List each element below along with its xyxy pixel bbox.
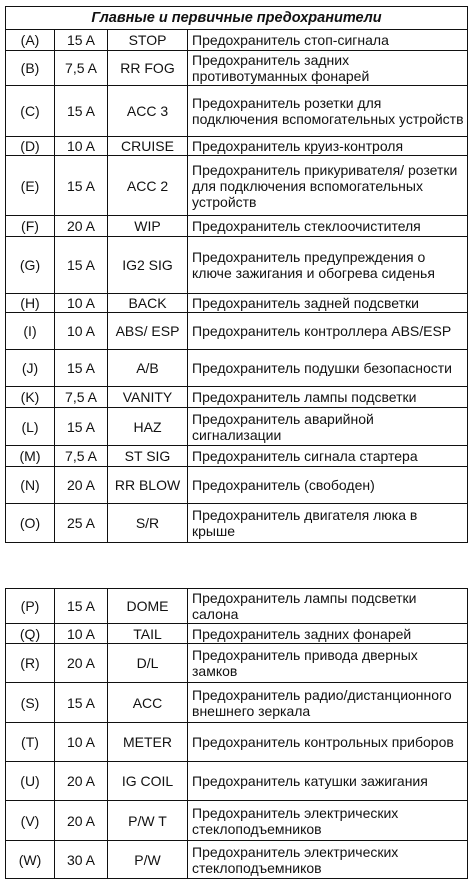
fuse-amperage: 7,5 A [55, 387, 108, 408]
fuse-amperage: 10 A [55, 624, 108, 644]
fuse-code: (U) [6, 762, 55, 801]
table-row [6, 841, 468, 879]
table-row [6, 408, 468, 446]
fuse-amperage: 15 A [55, 683, 108, 723]
fuse-name: ABS/ ESP [108, 313, 188, 350]
fuse-description: Предохранитель лампы подсветки салона [188, 589, 468, 624]
fuse-description: Предохранитель радио/дистанционного внешнего зеркала [188, 683, 468, 723]
fuse-name: METER [108, 723, 188, 762]
fuse-name: IG COIL [108, 762, 188, 801]
fuse-description: Предохранитель стеклоочистителя [188, 216, 468, 237]
fuse-amperage: 7,5 A [55, 51, 108, 86]
fuse-amperage: 10 A [55, 137, 108, 156]
fuse-description: Предохранитель контроллера ABS/ESP [188, 313, 468, 350]
fuse-description: Предохранитель привода дверных замков [188, 644, 468, 683]
table-row [6, 86, 468, 137]
table-row [6, 624, 468, 644]
table-row [6, 137, 468, 156]
fuse-description: Предохранитель подушки безопасности [188, 350, 468, 387]
table-row [6, 294, 468, 313]
fuse-name: VANITY [108, 387, 188, 408]
table-row [6, 387, 468, 408]
fuse-code: (P) [6, 589, 55, 624]
fuse-code: (D) [6, 137, 55, 156]
fuse-amperage: 20 A [55, 644, 108, 683]
fuse-name: IG2 SIG [108, 237, 188, 294]
fuse-amperage: 20 A [55, 762, 108, 801]
fuse-description: Предохранитель предупреждения о ключе зажигания и обогрева сиденья [188, 237, 468, 294]
fuse-description: Предохранитель (свободен) [188, 467, 468, 504]
main-fuse-table [5, 6, 468, 543]
fuse-description: Предохранитель задней подсветки [188, 294, 468, 313]
fuse-name: D/L [108, 644, 188, 683]
table-row [6, 723, 468, 762]
fuse-description: Предохранитель задних фонарей [188, 624, 468, 644]
table-row [6, 467, 468, 504]
fuse-name: ACC 2 [108, 156, 188, 216]
fuse-code: (H) [6, 294, 55, 313]
table-row [6, 762, 468, 801]
fuse-code: (R) [6, 644, 55, 683]
fuse-amperage: 15 A [55, 237, 108, 294]
fuse-description: Предохранитель прикуривателя/ розетки для подключения вспомогательных устройств [188, 156, 468, 216]
fuse-code: (G) [6, 237, 55, 294]
fuse-amperage: 15 A [55, 30, 108, 51]
fuse-code: (E) [6, 156, 55, 216]
fuse-code: (M) [6, 446, 55, 467]
fuse-name: P/W [108, 841, 188, 879]
fuse-amperage: 10 A [55, 723, 108, 762]
fuse-amperage: 10 A [55, 313, 108, 350]
table-row [6, 216, 468, 237]
fuse-code: (J) [6, 350, 55, 387]
table-row [6, 156, 468, 216]
fuse-code: (I) [6, 313, 55, 350]
fuse-amperage: 10 A [55, 294, 108, 313]
table-row [6, 801, 468, 841]
fuse-name: DOME [108, 589, 188, 624]
table-title-row [6, 7, 468, 30]
secondary-fuse-table [5, 588, 468, 879]
fuse-amperage: 25 A [55, 504, 108, 543]
fuse-code: (C) [6, 86, 55, 137]
fuse-amperage: 15 A [55, 156, 108, 216]
fuse-amperage: 20 A [55, 467, 108, 504]
fuse-amperage: 7,5 A [55, 446, 108, 467]
fuse-name: WIP [108, 216, 188, 237]
fuse-code: (A) [6, 30, 55, 51]
fuse-amperage: 20 A [55, 216, 108, 237]
fuse-name: BACK [108, 294, 188, 313]
table-row [6, 504, 468, 543]
fuse-code: (B) [6, 51, 55, 86]
table-row [6, 350, 468, 387]
fuse-name: ACC 3 [108, 86, 188, 137]
fuse-amperage: 20 A [55, 801, 108, 841]
table-row [6, 51, 468, 86]
fuse-amperage: 30 A [55, 841, 108, 879]
fuse-name: ACC [108, 683, 188, 723]
fuse-description: Предохранитель розетки для подключения вспомогательных устройств [188, 86, 468, 137]
fuse-code: (N) [6, 467, 55, 504]
fuse-description: Предохранитель контрольных приборов [188, 723, 468, 762]
table-row [6, 313, 468, 350]
fuse-description: Предохранитель лампы подсветки [188, 387, 468, 408]
table-row [6, 589, 468, 624]
fuse-code: (Q) [6, 624, 55, 644]
fuse-description: Предохранитель двигателя люка в крыше [188, 504, 468, 543]
fuse-description: Предохранитель задних противотуманных фонарей [188, 51, 468, 86]
fuse-description: Предохранитель аварийной сигнализации [188, 408, 468, 446]
fuse-code: (O) [6, 504, 55, 543]
table-row [6, 30, 468, 51]
fuse-description: Предохранитель круиз-контроля [188, 137, 468, 156]
fuse-code: (S) [6, 683, 55, 723]
fuse-code: (T) [6, 723, 55, 762]
table-title: Главные и первичные предохранители [6, 7, 468, 30]
fuse-code: (V) [6, 801, 55, 841]
table-row [6, 446, 468, 467]
fuse-code: (F) [6, 216, 55, 237]
fuse-name: S/R [108, 504, 188, 543]
fuse-name: TAIL [108, 624, 188, 644]
main-fuse-table-body [6, 30, 468, 543]
fuse-amperage: 15 A [55, 86, 108, 137]
fuse-name: STOP [108, 30, 188, 51]
fuse-name: ST SIG [108, 446, 188, 467]
fuse-description: Предохранитель электрических стеклоподъемников [188, 801, 468, 841]
fuse-name: P/W T [108, 801, 188, 841]
table-row [6, 644, 468, 683]
table-row [6, 683, 468, 723]
fuse-name: RR BLOW [108, 467, 188, 504]
fuse-code: (L) [6, 408, 55, 446]
fuse-description: Предохранитель сигнала стартера [188, 446, 468, 467]
fuse-amperage: 15 A [55, 350, 108, 387]
table-row [6, 237, 468, 294]
fuse-description: Предохранитель стоп-сигнала [188, 30, 468, 51]
fuse-description: Предохранитель катушки зажигания [188, 762, 468, 801]
fuse-amperage: 15 A [55, 408, 108, 446]
fuse-code: (K) [6, 387, 55, 408]
fuse-name: HAZ [108, 408, 188, 446]
fuse-name: A/B [108, 350, 188, 387]
fuse-description: Предохранитель электрических стеклоподъемников [188, 841, 468, 879]
fuse-name: RR FOG [108, 51, 188, 86]
secondary-fuse-table-body [6, 589, 468, 879]
fuse-name: CRUISE [108, 137, 188, 156]
fuse-amperage: 15 A [55, 589, 108, 624]
fuse-code: (W) [6, 841, 55, 879]
